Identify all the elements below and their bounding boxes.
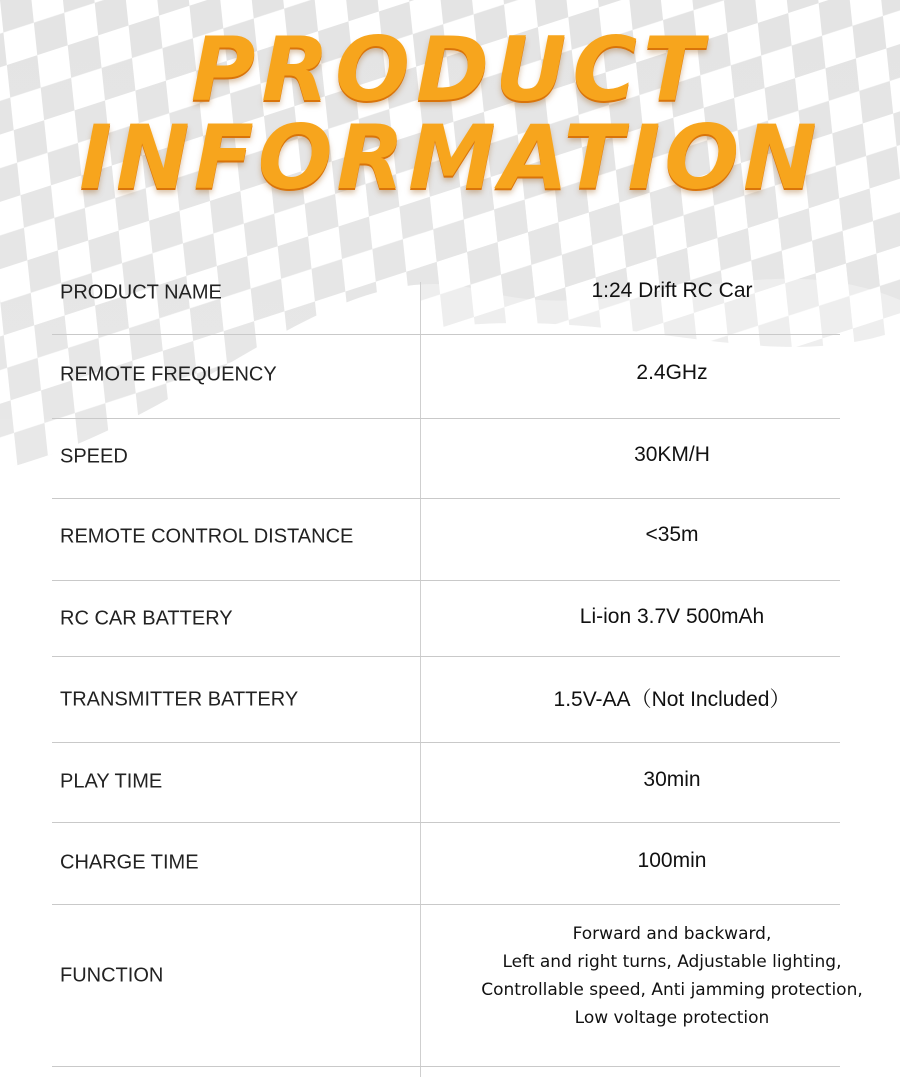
spec-row	[52, 418, 840, 499]
spec-value: 1:24 Drift RC Car	[591, 279, 753, 302]
spec-value: 1.5V-AA（Not Included）	[553, 688, 791, 711]
spec-value: 30min	[643, 768, 701, 791]
function-line: Controllable speed, Anti jamming protection,	[481, 980, 863, 1000]
spec-value: 30KM/H	[634, 443, 710, 466]
title-line-2: INFORMATION	[79, 106, 821, 209]
spec-value: Li-ion 3.7V 500mAh	[579, 605, 765, 628]
spec-row	[52, 580, 840, 657]
spec-value: 2.4GHz	[636, 361, 708, 384]
spec-label: PRODUCT NAME	[60, 281, 222, 304]
spec-label: PLAY TIME	[60, 770, 163, 793]
spec-value-function	[422, 920, 900, 1032]
spec-label: TRANSMITTER BATTERY	[60, 688, 299, 711]
spec-row	[52, 742, 840, 823]
spec-row	[52, 656, 840, 743]
function-line: Left and right turns, Adjustable lighting,	[502, 952, 842, 972]
spec-label: RC CAR BATTERY	[60, 607, 233, 630]
spec-label: FUNCTION	[60, 964, 164, 987]
spec-label: REMOTE CONTROL DISTANCE	[60, 525, 354, 548]
spec-value: 100min	[637, 849, 707, 872]
function-line: Low voltage protection	[574, 1008, 770, 1028]
spec-label: CHARGE TIME	[60, 851, 199, 874]
spec-row	[52, 904, 863, 1067]
function-line: Forward and backward,	[572, 924, 772, 944]
spec-row	[52, 498, 840, 581]
spec-row	[52, 252, 840, 335]
spec-row	[52, 822, 840, 905]
title-line-1: PRODUCT	[190, 18, 710, 121]
spec-label: SPEED	[60, 445, 128, 468]
spec-value: <35m	[645, 523, 699, 546]
spec-label: REMOTE FREQUENCY	[60, 363, 277, 386]
spec-row	[52, 334, 840, 419]
